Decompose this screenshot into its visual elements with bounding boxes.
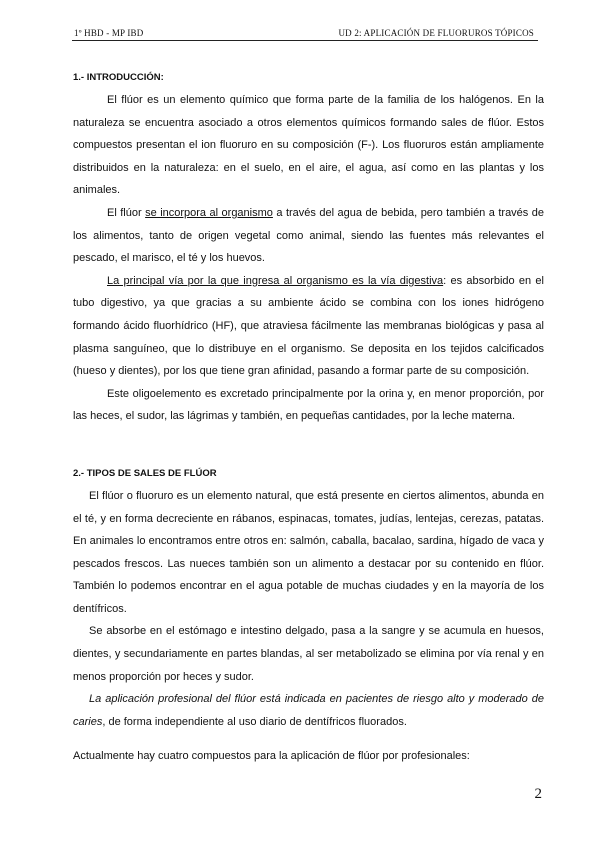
page-header: [72, 26, 538, 41]
section1-paragraph-1: El flúor es un elemento químico que forma parte de la familia de los halógenos. En la naturaleza se encuentra asociado a otros elementos químicos formando sales de flúor. Estos compuestos presentan el ion fluoruro en su composición (F-). Los fluoruros están ampliamente distribuidos en la naturaleza: en el suelo, en el aire, el agua, así como en las plantas y los animales.: [73, 94, 544, 197]
p3-underlined: La principal vía por la que ingresa al organismo es la vía digestiva: [107, 274, 444, 287]
section2-paragraph-1: El flúor o fluoruro es un elemento natural, que está presente en ciertos alimentos, abunda en el té, y en forma decreciente en rábanos, espinacas, tomates, judías, lentejas, cerezas, patatas. En animales lo encontramos entre otros en: salmón, caballa, bacalao, sardina, hígado de vaca y pescados frescos. Las nueces también son un alimento a destacar por su contenido en flúor. También lo podemos encontrar en el agua potable de muchas ciudades y en la mayoría de los dentífricos.: [73, 489, 544, 615]
section1-paragraph-2: [73, 202, 544, 270]
section2-paragraph-4: Actualmente hay cuatro compuestos para la aplicación de flúor por profesionales:: [73, 750, 470, 763]
p2-text-b: a través del agua de bebida, pero también a través de los alimentos, tanto de origen vegetal como animal, siendo las fuentes más relevantes el pescado, el marisco, el té y los huevos.: [73, 206, 544, 265]
section2-paragraph-3: [73, 688, 544, 733]
document-body: [73, 72, 544, 768]
p2-underlined: se incorpora al organismo: [145, 206, 273, 219]
p2-text-a: El flúor: [107, 206, 146, 219]
p3-italic: La aplicación profesional del flúor está indicada en pacientes de riesgo alto y moderado de caries: [73, 693, 544, 728]
p3-rest: , de forma independiente al uso diario de dentífricos fluorados.: [102, 715, 407, 728]
page-number: 2: [534, 786, 542, 802]
section2-heading: 2.- TIPOS DE SALES DE FLÚOR: [73, 467, 217, 479]
section1-paragraph-3: [73, 270, 544, 383]
section2-paragraph-2: Se absorbe en el estómago e intestino delgado, pasa a la sangre y se acumula en huesos, dientes, y secundariamente en partes blandas, al ser metabolizado se elimina por vía renal y en menos proporción por heces y sudor.: [73, 625, 544, 683]
header-unit-title: UD 2: APLICACIÓN DE FLUORUROS TÓPICOS: [338, 28, 534, 38]
section1-heading: 1.- INTRODUCCIÓN:: [73, 72, 164, 83]
header-course: 1º HBD - MP IBD: [74, 28, 144, 38]
p3-text-b: : es absorbido en el tubo digestivo, ya que gracias a su ambiente ácido se combina con los iones hidrógeno formando ácido fluorhídrico (HF), que atraviesa fácilmente las membranas biológicas y pasa al plasma sanguíneo, que lo distribuye en el organismo. Se deposita en los tejidos calcificados (hueso y dientes), por los que tiene gran afinidad, pasando a formar parte de su composición.: [73, 274, 544, 378]
section1-paragraph-4: Este oligoelemento es excretado principalmente por la orina y, en menor proporción, por las heces, el sudor, las lágrimas y también, en pequeñas cantidades, por la leche materna.: [73, 387, 544, 423]
